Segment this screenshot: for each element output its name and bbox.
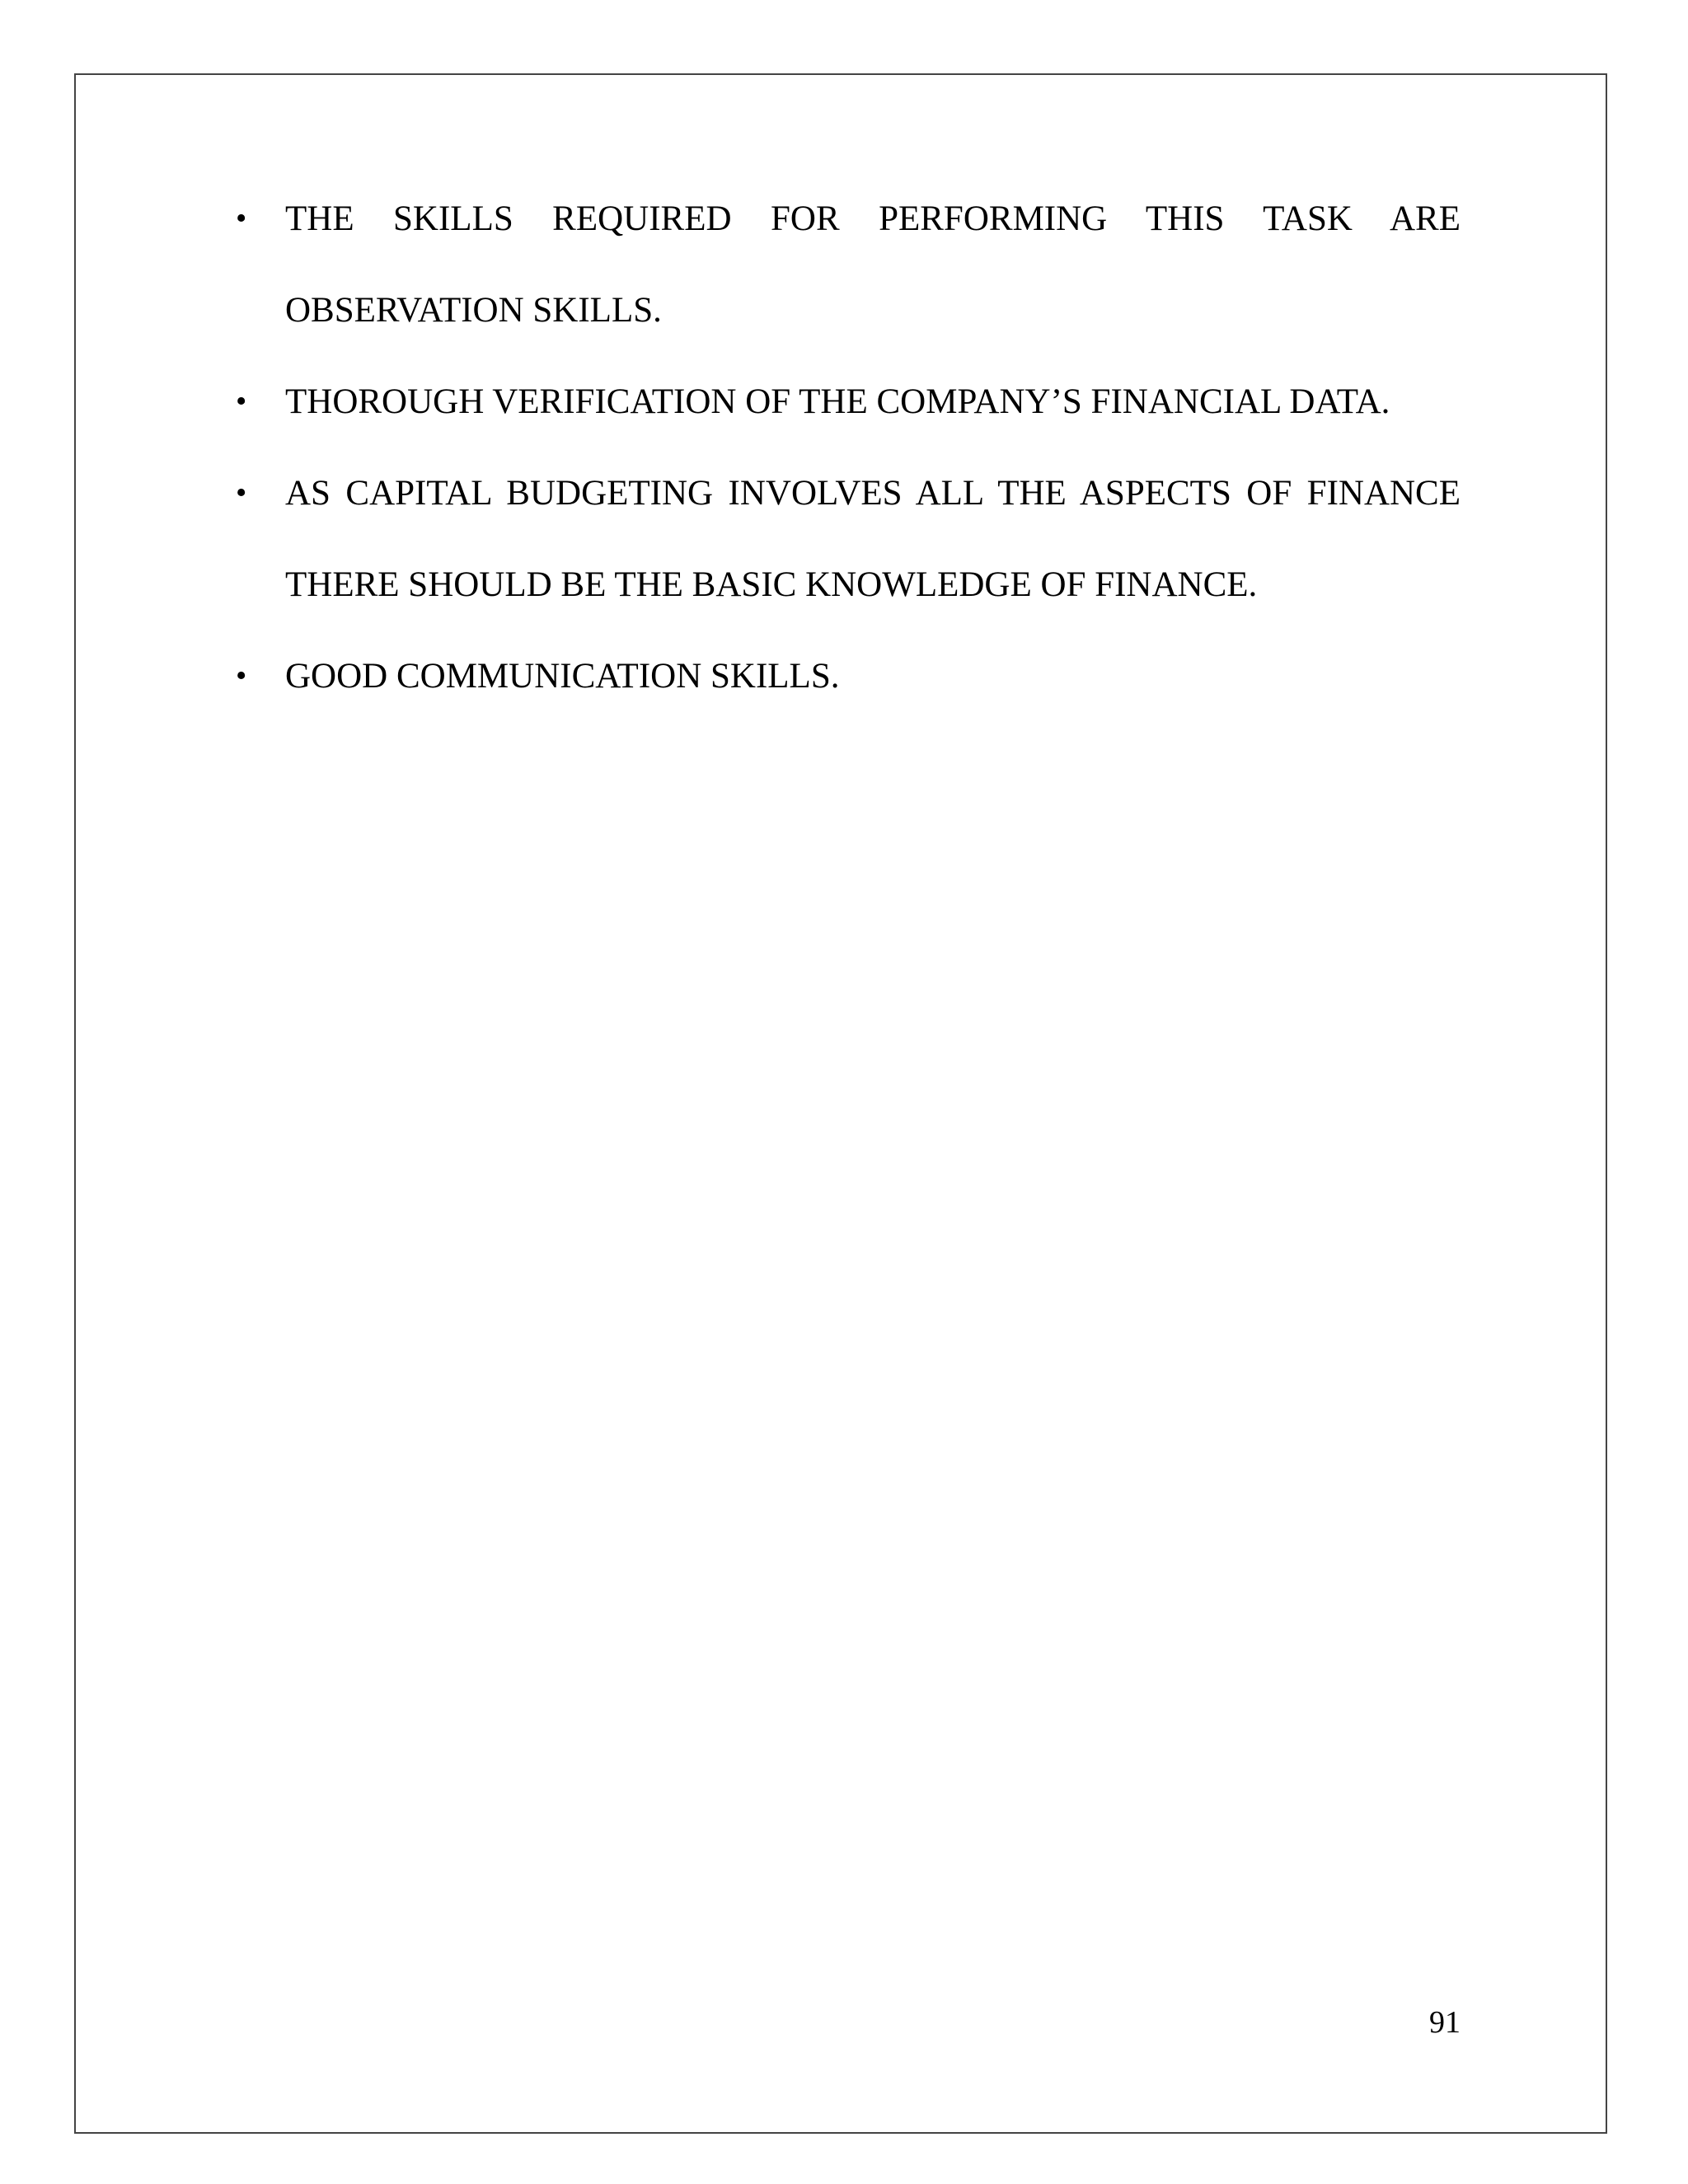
bullet-item-verification: [236, 356, 1461, 448]
bullet-list: [236, 173, 1461, 722]
bullet-icon: •: [236, 476, 247, 510]
bullet-icon: •: [236, 384, 247, 419]
bullet-text: THOROUGH VERIFICATION OF THE COMPANY’S FINANCIAL DATA.: [285, 382, 1390, 421]
bullet-icon: •: [236, 658, 247, 693]
bullet-text: AS CAPITAL BUDGETING INVOLVES ALL THE ASPECTS OF FINANCE THERE SHOULD BE THE BASIC KNOWLEDGE OF FINANCE.: [285, 474, 1461, 604]
page-number: 91: [1429, 2005, 1461, 2040]
bullet-icon: •: [236, 201, 247, 236]
bullet-item-finance-knowledge: [236, 448, 1461, 630]
bullet-item-skills-required: [236, 173, 1461, 356]
bullet-item-communication: [236, 630, 1461, 722]
bullet-text: GOOD COMMUNICATION SKILLS.: [285, 657, 840, 696]
bullet-text: THE SKILLS REQUIRED FOR PERFORMING THIS TASK ARE OBSERVATION SKILLS.: [285, 199, 1461, 330]
